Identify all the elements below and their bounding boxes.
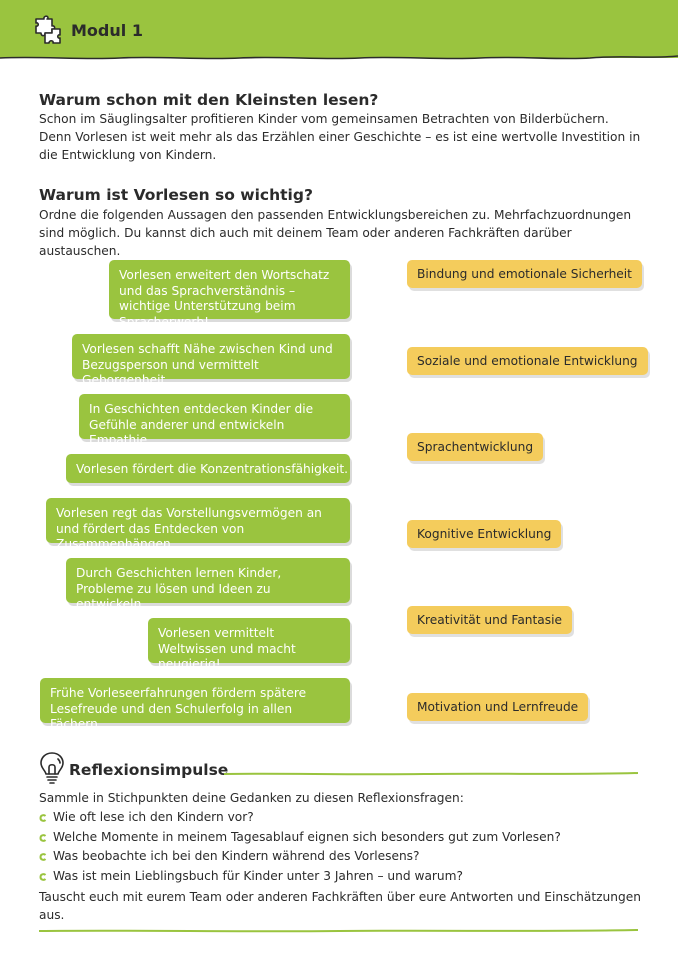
bullet-icon (39, 834, 47, 842)
reflection-intro: Sammle in Stichpunkten deine Gedanken zu diesen Reflexionsfragen: (39, 791, 464, 805)
puzzle-icon (33, 14, 65, 46)
list-item (39, 828, 561, 848)
question-text: Wie oft lese ich den Kindern vor? (53, 810, 254, 824)
area-sprachentwicklung[interactable]: Sprachentwicklung (407, 433, 543, 461)
list-item (39, 867, 561, 887)
area-motivation[interactable]: Motivation und Lernfreude (407, 693, 588, 721)
bullet-icon (39, 853, 47, 861)
statement-card[interactable]: Vorlesen schafft Nähe zwischen Kind und Bezugsperson und vermittelt Geborgenheit. (72, 334, 350, 379)
intro-paragraph-1: Schon im Säuglingsalter profitieren Kinder vom gemeinsamen Betrachten von Bilderbüchern. (39, 112, 609, 126)
statement-card[interactable]: Durch Geschichten lernen Kinder, Probleme zu lösen und Ideen zu entwickeln. (66, 558, 350, 603)
question-text: Was ist mein Lieblingsbuch für Kinder unter 3 Jahren – und warum? (53, 868, 463, 883)
divider (39, 928, 638, 934)
bullet-icon (39, 814, 47, 822)
area-bindung[interactable]: Bindung und emotionale Sicherheit (407, 260, 642, 288)
statement-card[interactable]: Vorlesen erweitert den Wortschatz und das Sprachverständnis – wichtige Unterstützung beim Spracherwerb! (109, 260, 350, 319)
reflection-outro: Tauscht euch mit eurem Team oder anderen Fachkräften über eure Antworten und Einschätzungen aus. (39, 890, 641, 922)
area-sozial-emotional[interactable]: Soziale und emotionale Entwicklung (407, 347, 648, 375)
statement-card[interactable]: Vorlesen fördert die Konzentrationsfähigkeit. (66, 454, 350, 483)
statement-card[interactable]: Frühe Vorleseerfahrungen fördern spätere Lesefreude und den Schulerfolg in allen Fächern. (40, 678, 350, 723)
statement-card[interactable]: In Geschichten entdecken Kinder die Gefühle anderer und entwickeln Empathie. (79, 394, 350, 439)
statement-card[interactable]: Vorlesen vermittelt Weltwissen und macht neugierig! (148, 618, 350, 663)
lightbulb-icon (38, 750, 66, 786)
section-heading-why-important: Warum ist Vorlesen so wichtig? (39, 186, 313, 204)
question-text: Was beobachte ich bei den Kindern während des Vorlesens? (53, 849, 420, 863)
module-title: Modul 1 (71, 21, 143, 40)
section-heading-why-early: Warum schon mit den Kleinsten lesen? (39, 91, 379, 109)
statement-card[interactable]: Vorlesen regt das Vorstellungsvermögen an und fördert das Entdecken von Zusammenhängen. (46, 498, 350, 543)
reflection-title: Reflexionsimpulse (69, 761, 229, 779)
bullet-icon (39, 873, 47, 881)
grass-edge (0, 50, 678, 62)
area-kognitiv[interactable]: Kognitive Entwicklung (407, 520, 561, 548)
area-kreativitaet[interactable]: Kreativität und Fantasie (407, 606, 572, 634)
list-item (39, 808, 561, 828)
list-item (39, 847, 561, 867)
question-text: Welche Momente in meinem Tagesablauf eignen sich besonders gut zum Vorlesen? (53, 829, 561, 844)
intro-paragraph-2: Denn Vorlesen ist weit mehr als das Erzählen einer Geschichte – es ist eine wertvolle Investition in die Entwicklung von Kindern. (39, 130, 641, 162)
divider (224, 771, 638, 777)
instruction-text: Ordne die folgenden Aussagen den passenden Entwicklungsbereichen zu. Mehrfachzuordnungen sind möglich. Du kannst dich auch mit deinem Team oder anderen Fachkräften darüber austauschen. (39, 208, 632, 258)
reflection-questions (39, 808, 561, 886)
